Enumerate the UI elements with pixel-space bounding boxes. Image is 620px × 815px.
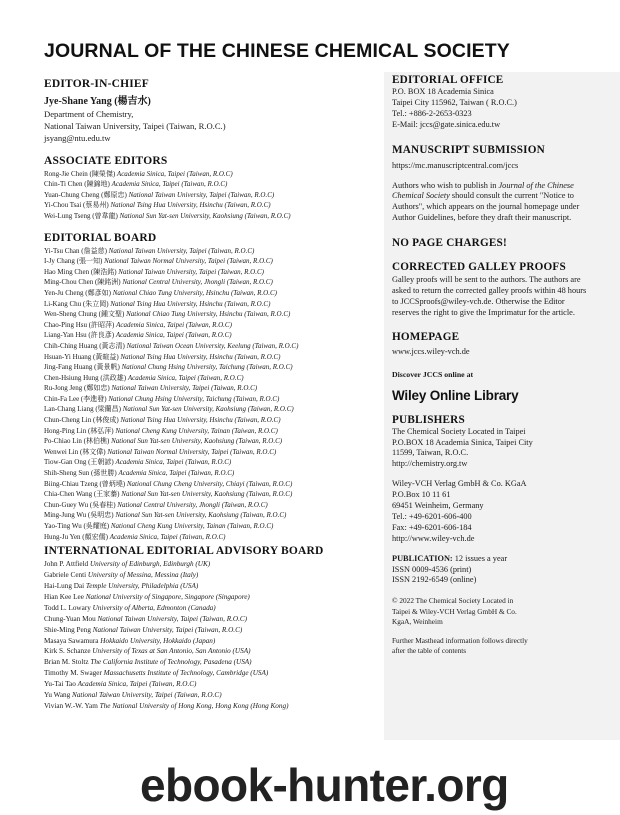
publisher-line: The Chemical Society Located in Taipei <box>392 426 526 436</box>
member-affiliation: National Taiwan Ocean University, Keelung (Taiwan, R.O.C) <box>126 341 299 350</box>
member-affiliation: National Taiwan University, Taipei (Taiwan, R.O.C) <box>111 384 258 393</box>
member-name: Biing-Chiau Tzeng (曾炳墝) <box>44 479 126 488</box>
member-affiliation: National Taiwan University, Taipei (Taiwan, R.O.C) <box>72 691 222 700</box>
manuscript-url: https://mc.manuscriptcentral.com/jccs <box>392 160 519 170</box>
member-name: Chun-Guey Wu (吳春桂) <box>44 500 116 509</box>
member-affiliation: Academia Sinica, Taipei (Taiwan, R.O.C) <box>109 532 226 541</box>
member-affiliation: National Chiao Tung University, Hsinchu (Taiwan, R.O.C) <box>126 310 291 319</box>
editor-in-chief-details <box>44 108 379 145</box>
list-item <box>44 362 379 373</box>
member-name: Wen-Sheng Chung (鍾文聖) <box>44 310 125 319</box>
member-affiliation: Academia Sinica, Taipei (Taiwan, R.O.C) <box>115 331 232 340</box>
publisher-line: Wiley-VCH Verlag GmbH & Co. KGaA <box>392 479 527 489</box>
list-item <box>44 436 379 447</box>
member-name: Chin-Ti Chen (陳錦地) <box>44 180 110 189</box>
list-item <box>44 383 379 394</box>
member-affiliation: Temple University, Philadelphia (USA) <box>85 582 199 591</box>
member-name: Chen-Hsiung Hung (洪政雄) <box>44 373 127 382</box>
list-item <box>44 479 379 490</box>
member-affiliation: National Taiwan Normal University, Taipei (Taiwan, R.O.C) <box>107 447 277 456</box>
publisher-line: 11599, Taiwan, R.O.C. <box>392 448 469 458</box>
member-name: Yen-Ju Cheng (鄭彥如) <box>44 288 111 297</box>
list-item <box>44 169 379 180</box>
publisher-line: 69451 Weinheim, Germany <box>392 501 484 511</box>
member-name: Chung-Yuan Mou <box>44 614 96 623</box>
editorial-office-heading: EDITORIAL OFFICE <box>392 74 504 86</box>
member-affiliation: National Central University, Jhongli (Taiwan, R.O.C) <box>122 278 273 287</box>
list-item <box>44 277 379 288</box>
list-item <box>44 426 379 437</box>
list-item <box>44 200 379 211</box>
list-item <box>44 267 379 278</box>
member-name: Hong-Ping Lin (林弘萍) <box>44 426 114 435</box>
member-name: Kirk S. Schanze <box>44 647 91 656</box>
member-name: Hai-Lung Dai <box>44 582 85 591</box>
list-item <box>44 457 379 468</box>
watermark-text: ebook-hunter.org <box>140 759 509 811</box>
list-item <box>44 636 379 647</box>
list-item <box>44 521 379 532</box>
member-name: Chih-Ching Huang (黃志清) <box>44 341 125 350</box>
list-item <box>44 299 379 310</box>
office-line: P.O. BOX 18 Academia Sinica <box>392 87 494 96</box>
member-affiliation: National Cheng Kung University, Tainan (Taiwan, R.O.C) <box>115 426 278 435</box>
publication-info <box>392 554 592 587</box>
associate-editors-list <box>44 169 379 222</box>
list-item <box>44 320 379 331</box>
member-name: Hao Ming Chen (陳浩銘) <box>44 267 117 276</box>
editorial-office-details <box>392 87 592 131</box>
member-name: Shie-Ming Peng <box>44 625 91 634</box>
member-name: Ming-Jung Wu (吳明忠) <box>44 511 114 520</box>
list-item <box>44 657 379 668</box>
member-name: Vivian W.-W. Yam <box>44 701 98 710</box>
list-item <box>44 309 379 320</box>
manuscript-text <box>392 181 592 225</box>
member-name: Liang-Yan Hsu (許良彥) <box>44 331 115 340</box>
member-name: Chun-Cheng Lin (林俊成) <box>44 416 119 425</box>
list-item <box>44 570 379 581</box>
member-affiliation: Hokkaido University, Hokkaido (Japan) <box>100 636 216 645</box>
member-name: Ming-Chou Chen (陳銘洲) <box>44 278 121 287</box>
member-affiliation: Academia Sinica, Taipei (Taiwan, R.O.C) <box>116 320 232 329</box>
publishers-heading: PUBLISHERS <box>392 413 465 426</box>
member-name: Masaya Sawamura <box>44 636 99 645</box>
publication-frequency <box>392 554 592 565</box>
member-affiliation: Massachusetts Institute of Technology, Cambridge (USA) <box>103 669 269 678</box>
member-affiliation: National Sun Yat-sen University, Kaohsiung (Taiwan, R.O.C) <box>119 211 291 220</box>
manuscript-heading: MANUSCRIPT SUBMISSION <box>392 143 545 156</box>
discover-label: Discover JCCS online at <box>392 369 474 379</box>
list-item <box>44 532 379 543</box>
list-item <box>44 447 379 458</box>
list-item <box>44 559 379 570</box>
eic-email: jsyang@ntu.edu.tw <box>44 133 111 144</box>
list-item <box>44 625 379 636</box>
member-name: Gabriele Centi <box>44 571 87 580</box>
manuscript-text-part: should consult the current "Notice to Authors", which appears on the journal homepage under Author Guidelines, before they draft their manuscript. <box>392 191 580 223</box>
member-affiliation: Academia Sinica, Taipei (Taiwan, R.O.C) <box>116 169 233 178</box>
list-item <box>44 330 379 341</box>
issn-print: ISSN 0009-4536 (print) <box>392 564 472 574</box>
list-item <box>44 592 379 603</box>
homepage-heading: HOMEPAGE <box>392 330 460 343</box>
member-affiliation: National Taiwan University, Taipei (Taiwan, R.O.C) <box>108 246 255 255</box>
member-affiliation: Academia Sinica, Taipei (Taiwan, R.O.C) <box>111 180 228 189</box>
list-item <box>44 288 379 299</box>
publisher-line: Tel.: +49-6201-606-400 <box>392 511 472 521</box>
copyright-line: © 2022 The Chemical Society Located in <box>392 596 514 606</box>
member-affiliation: National Sun Yat-sen University, Kaohsiung (Taiwan, R.O.C) <box>121 490 293 499</box>
member-affiliation: National Tsing Hua University, Hsinchu (Taiwan, R.O.C) <box>120 352 281 361</box>
member-affiliation: University of Messina, Messina (Italy) <box>87 571 199 580</box>
left-column <box>44 78 379 712</box>
member-name: Chao-Ping Hsu (許昭萍) <box>44 320 115 329</box>
journal-name-italic: Journal of the Chinese Chemical Society <box>392 180 574 201</box>
member-affiliation: The National University of Hong Kong, Hong Kong (Hong Kong) <box>99 701 289 710</box>
copyright-line: Taipei & Wiley-VCH Verlag GmbH & Co. <box>392 606 517 616</box>
masthead-note <box>392 636 592 656</box>
list-item <box>44 646 379 657</box>
list-item <box>44 246 379 257</box>
member-name: John P. Attfield <box>44 560 89 569</box>
international-board-list <box>44 559 379 712</box>
list-item <box>44 581 379 592</box>
list-item <box>44 352 379 363</box>
list-item <box>44 211 379 222</box>
member-affiliation: National University of Singapore, Singapore (Singapore) <box>85 592 250 601</box>
member-name: Hsuan-Yi Huang (黃暄益) <box>44 352 119 361</box>
list-item <box>44 373 379 384</box>
associate-editors-heading: ASSOCIATE EDITORS <box>44 154 168 167</box>
member-affiliation: National Tsing Hua University, Hsinchu (Taiwan, R.O.C) <box>120 416 281 425</box>
member-affiliation: University of Alberta, Edmonton (Canada) <box>92 603 216 612</box>
member-name: Yu Wang <box>44 691 71 700</box>
galley-text: Galley proofs will be sent to the authors. The authors are asked to return the corrected galley proofs within 48 hours to JCCSproofs@wiley-vch.de. Otherwise the Editor reserves the right to give the Imprimatur for the article. <box>392 275 587 317</box>
member-affiliation: The California Institute of Technology, Pasadena (USA) <box>90 658 252 667</box>
member-affiliation: Academia Sinica, Taipei (Taiwan, R.O.C) <box>115 458 232 467</box>
member-affiliation: National Tsing Hua University, Hsinchu (Taiwan, R.O.C) <box>110 299 271 308</box>
masthead-line: Further Masthead information follows directly <box>392 635 528 645</box>
member-name: Hung-Ju Yen (顏宏儒) <box>44 532 108 541</box>
publishers-block-2 <box>392 479 592 544</box>
list-item <box>44 256 379 267</box>
member-affiliation: National Taiwan University, Taipei (Taiwan, R.O.C) <box>118 267 264 276</box>
member-name: Timothy M. Swager <box>44 669 102 678</box>
list-item <box>44 668 379 679</box>
list-item <box>44 603 379 614</box>
member-affiliation: Academia Sinica, Taipei (Taiwan, R.O.C) <box>127 373 244 382</box>
international-board-heading: INTERNATIONAL EDITORIAL ADVISORY BOARD <box>44 545 324 558</box>
list-item <box>44 468 379 479</box>
member-affiliation: National Central University, Jhongli (Taiwan, R.O.C) <box>117 500 268 509</box>
publisher-line: P.O.BOX 18 Academia Sinica, Taipei City <box>392 437 533 447</box>
publishers-block-1 <box>392 427 592 471</box>
member-affiliation: National Sun Yat-sen University, Kaohsiung (Taiwan, R.O.C) <box>111 437 283 446</box>
list-item <box>44 489 379 500</box>
member-name: Hian Kee Lee <box>44 592 84 601</box>
member-affiliation: National Taiwan University, Taipei (Taiwan, R.O.C) <box>128 190 275 199</box>
list-item <box>44 404 379 415</box>
member-affiliation: University of Texas at San Antonio, San Antonio (USA) <box>92 647 251 656</box>
list-item <box>44 341 379 352</box>
member-name: Rong-Jie Chein (陳榮傑) <box>44 169 116 178</box>
list-item <box>44 190 379 201</box>
wiley-online-library-logo: Wiley Online Library <box>392 387 519 403</box>
copyright-line: KgaA, Weinheim <box>392 616 443 626</box>
member-affiliation: National Sun Yat-sen University, Kaohsiung (Taiwan, R.O.C) <box>122 405 294 414</box>
member-name: Chin-Fa Lee (李進發) <box>44 394 107 403</box>
member-name: Todd L. Lowary <box>44 603 91 612</box>
member-name: Brian M. Stoltz <box>44 658 89 667</box>
member-affiliation: National Sun Yat-sen University, Kaohsiung (Taiwan, R.O.C) <box>115 511 287 520</box>
member-name: Po-Chiao Lin (林伯樵) <box>44 437 110 446</box>
office-line: Taipei City 115962, Taiwan ( R.O.C.) <box>392 97 517 107</box>
editor-in-chief-name: Jye-Shane Yang (楊吉水) <box>44 96 151 107</box>
list-item <box>44 614 379 625</box>
office-line: E-Mail: jccs@gate.sinica.edu.tw <box>392 119 501 129</box>
publisher-line: http://chemistry.org.tw <box>392 459 468 469</box>
member-affiliation: National Tsing Hua University, Hsinchu (Taiwan, R.O.C) <box>110 201 271 210</box>
page-title: JOURNAL OF THE CHINESE CHEMICAL SOCIETY <box>44 40 510 62</box>
member-affiliation: National Chung Hsing University, Taichung (Taiwan, R.O.C) <box>108 394 280 403</box>
list-item <box>44 679 379 690</box>
member-name: Wei-Lung Tseng (曾韋龍) <box>44 211 118 220</box>
publication-label: PUBLICATION: <box>392 553 453 563</box>
member-name: Yi-Chou Tsai (蔡易州) <box>44 201 109 210</box>
member-affiliation: Academia Sinica, Taipei (Taiwan, R.O.C) <box>118 469 235 478</box>
member-name: Ru-Jong Jeng (鄭如忠) <box>44 384 110 393</box>
member-name: I-Jy Chang (張一知) <box>44 257 103 266</box>
member-name: Wenwei Lin (林文偉) <box>44 447 106 456</box>
member-name: Jing-Fang Huang (黃景帆) <box>44 363 120 372</box>
member-name: Shih-Sheng Sun (孫世勝) <box>44 469 117 478</box>
list-item <box>44 179 379 190</box>
list-item <box>44 701 379 712</box>
right-column <box>392 74 592 656</box>
member-name: Chia-Chen Wang (王家蓁) <box>44 490 120 499</box>
member-affiliation: National Chung Hsing University, Taichung (Taiwan, R.O.C) <box>121 363 293 372</box>
member-name: Yao-Ting Wu (吳耀庭) <box>44 522 110 531</box>
eic-line: National Taiwan University, Taipei (Taiwan, R.O.C.) <box>44 121 226 132</box>
galley-heading: CORRECTED GALLEY PROOFS <box>392 261 566 274</box>
issn-online: ISSN 2192-6549 (online) <box>392 575 477 585</box>
member-name: Yu-Tai Tao <box>44 680 76 689</box>
publisher-line: Fax: +49-6201-606-184 <box>392 522 472 532</box>
member-name: Yi-Tsu Chan (詹益慈) <box>44 246 107 255</box>
publisher-line: http://www.wiley-vch.de <box>392 533 475 543</box>
member-affiliation: University of Edinburgh, Edinburgh (UK) <box>89 560 211 569</box>
copyright <box>392 596 592 627</box>
publication-value: 12 issues a year <box>452 553 508 563</box>
list-item <box>44 415 379 426</box>
no-page-charges: NO PAGE CHARGES! <box>392 237 507 250</box>
editorial-board-heading: EDITORIAL BOARD <box>44 231 157 244</box>
eic-line: Department of Chemistry, <box>44 109 134 119</box>
member-name: Tiow-Gan Ong (王朝諺) <box>44 458 114 467</box>
member-affiliation: National Taiwan University, Taipei (Taiwan, R.O.C) <box>97 614 248 623</box>
member-affiliation: National Taiwan Normal University, Taipei (Taiwan, R.O.C) <box>104 257 273 266</box>
member-affiliation: National Chung Cheng University, Chiayi (Taiwan, R.O.C) <box>126 479 293 488</box>
list-item <box>44 510 379 521</box>
list-item <box>44 394 379 405</box>
list-item <box>44 690 379 701</box>
homepage-url: www.jccs.wiley-vch.de <box>392 346 470 356</box>
member-affiliation: National Taiwan University, Taipei (Taiwan, R.O.C) <box>92 625 243 634</box>
publisher-line: P.O.Box 10 11 61 <box>392 490 451 500</box>
member-affiliation: National Chiao Tung University, Hsinchu (Taiwan, R.O.C) <box>112 288 277 297</box>
manuscript-text-part: Authors who wish to publish in <box>392 180 499 190</box>
list-item <box>44 500 379 511</box>
member-affiliation: National Cheng Kung University, Tainan (Taiwan, R.O.C) <box>110 522 274 531</box>
masthead-line: after the table of contents <box>392 646 467 656</box>
editorial-board-list <box>44 246 379 543</box>
member-name: Yuan-Chung Cheng (鄭原忠) <box>44 190 127 199</box>
editor-in-chief-heading: EDITOR-IN-CHIEF <box>44 78 150 90</box>
member-affiliation: Academia Sinica, Taipei (Taiwan, R.O.C) <box>77 680 197 689</box>
member-name: Li-Kang Chu (朱立岡) <box>44 299 109 308</box>
member-name: Lan-Chang Liang (梁蘭昌) <box>44 405 121 414</box>
office-line: Tel.: +886-2-2653-0323 <box>392 108 472 118</box>
